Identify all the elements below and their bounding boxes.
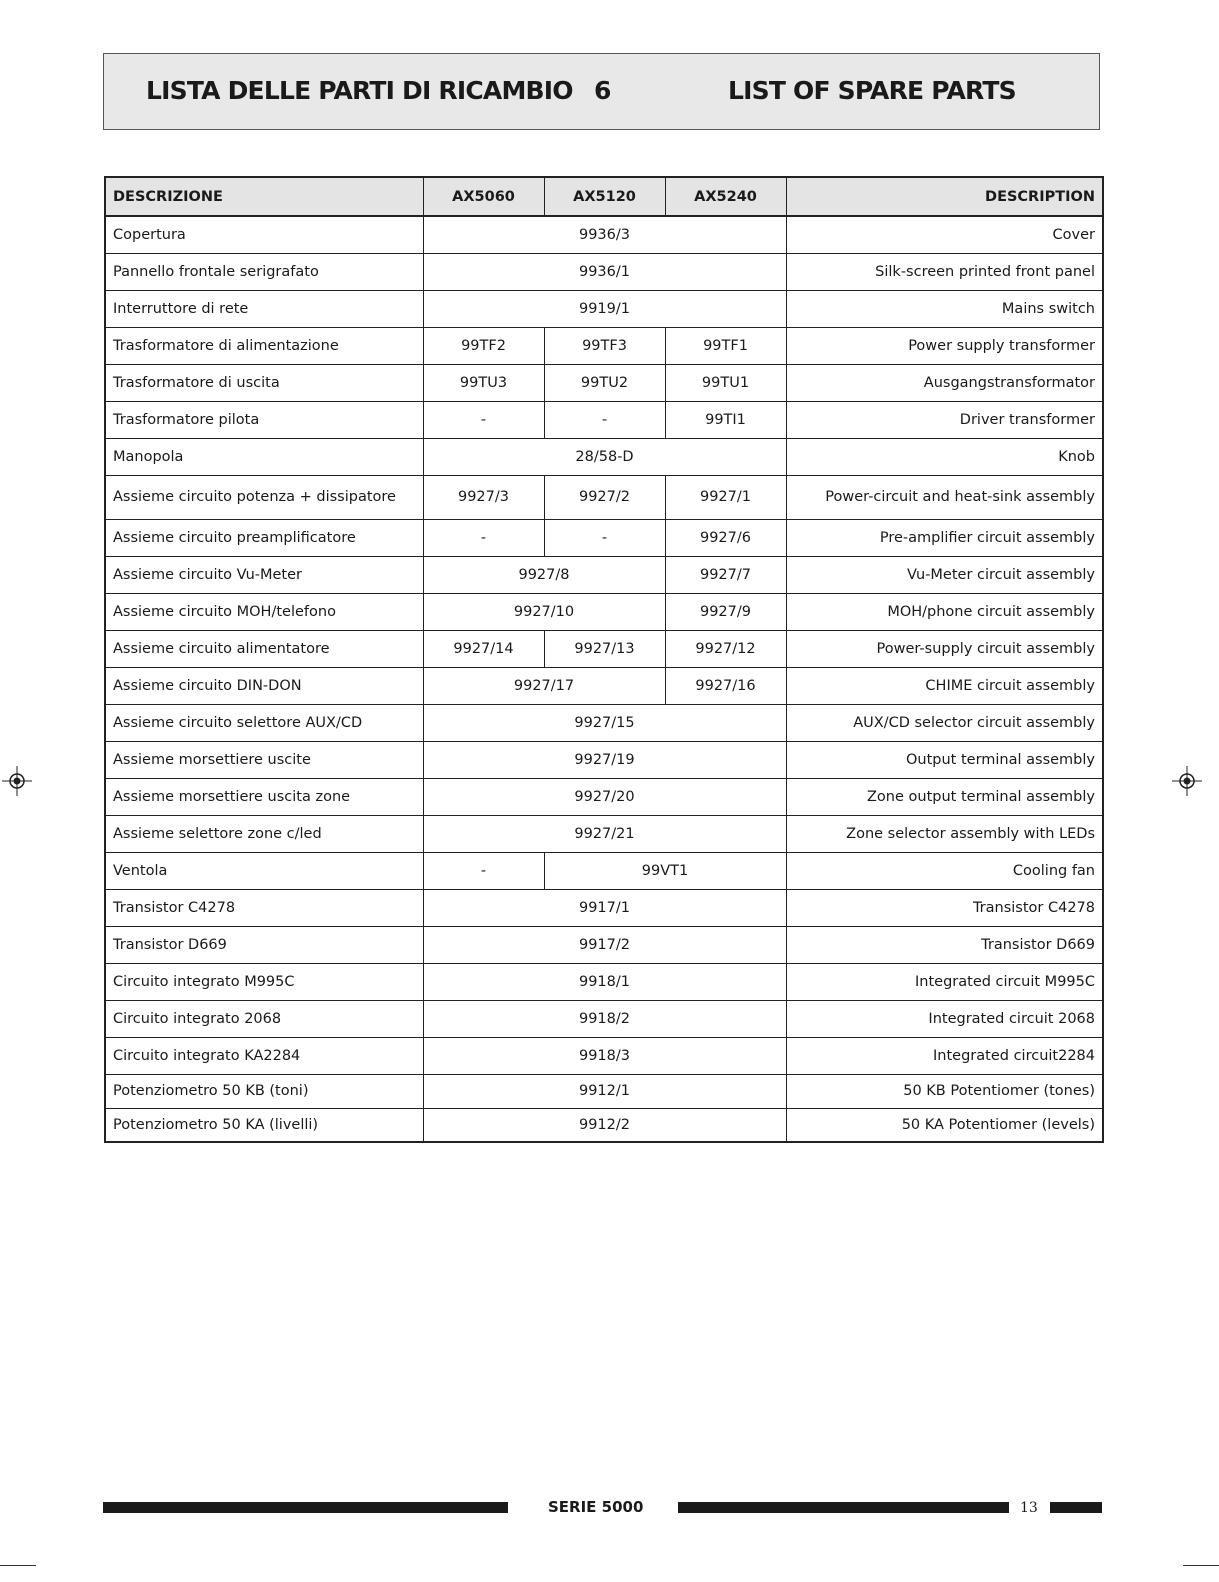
cell-descrizione: Assieme circuito Vu-Meter bbox=[105, 556, 423, 593]
table-row bbox=[105, 593, 1103, 630]
cell-code-all-models: 9918/1 bbox=[423, 963, 786, 1000]
table-row bbox=[105, 290, 1103, 327]
cell-description: Cooling fan bbox=[786, 852, 1103, 889]
cell-code-ax5120: - bbox=[544, 401, 665, 438]
cell-description: Ausgangstransformator bbox=[786, 364, 1103, 401]
cell-descrizione: Ventola bbox=[105, 852, 423, 889]
table-row bbox=[105, 519, 1103, 556]
registration-mark-icon bbox=[1172, 766, 1202, 796]
table-row bbox=[105, 327, 1103, 364]
footer-series-title: SERIE 5000 bbox=[548, 1498, 644, 1516]
table-row bbox=[105, 556, 1103, 593]
crop-mark-left bbox=[0, 1565, 36, 1566]
cell-code-ax5060: - bbox=[423, 519, 544, 556]
cell-code-ax5060-ax5120: 9927/8 bbox=[423, 556, 665, 593]
table-header-row bbox=[105, 177, 1103, 216]
cell-descrizione: Copertura bbox=[105, 216, 423, 253]
table-row bbox=[105, 667, 1103, 704]
cell-description: Integrated circuit M995C bbox=[786, 963, 1103, 1000]
cell-descrizione: Transistor D669 bbox=[105, 926, 423, 963]
table-row bbox=[105, 253, 1103, 290]
cell-code-ax5240: 9927/6 bbox=[665, 519, 786, 556]
cell-description: Power supply transformer bbox=[786, 327, 1103, 364]
cell-descrizione: Assieme morsettiere uscita zone bbox=[105, 778, 423, 815]
column-header-description: DESCRIPTION bbox=[786, 177, 1103, 216]
footer-rule-right bbox=[1050, 1502, 1102, 1513]
table-row bbox=[105, 1108, 1103, 1142]
table-row bbox=[105, 438, 1103, 475]
table-row bbox=[105, 1074, 1103, 1108]
registration-mark-icon bbox=[2, 766, 32, 796]
cell-description: Zone selector assembly with LEDs bbox=[786, 815, 1103, 852]
page-header bbox=[103, 53, 1100, 130]
cell-descrizione: Pannello frontale serigrafato bbox=[105, 253, 423, 290]
table-row bbox=[105, 1037, 1103, 1074]
cell-description: Output terminal assembly bbox=[786, 741, 1103, 778]
cell-code-ax5240: 9927/12 bbox=[665, 630, 786, 667]
cell-descrizione: Trasformatore di uscita bbox=[105, 364, 423, 401]
cell-description: Integrated circuit 2068 bbox=[786, 1000, 1103, 1037]
cell-description: Power-circuit and heat-sink assembly bbox=[786, 475, 1103, 519]
cell-description: AUX/CD selector circuit assembly bbox=[786, 704, 1103, 741]
spare-parts-table bbox=[104, 176, 1104, 1143]
table-row bbox=[105, 1000, 1103, 1037]
cell-descrizione: Manopola bbox=[105, 438, 423, 475]
table-row bbox=[105, 741, 1103, 778]
cell-description: MOH/phone circuit assembly bbox=[786, 593, 1103, 630]
cell-code-ax5240: 9927/1 bbox=[665, 475, 786, 519]
cell-code-all-models: 9936/1 bbox=[423, 253, 786, 290]
column-header-ax5120: AX5120 bbox=[544, 177, 665, 216]
cell-descrizione: Assieme selettore zone c/led bbox=[105, 815, 423, 852]
cell-descrizione: Trasformatore pilota bbox=[105, 401, 423, 438]
cell-code-all-models: 9918/2 bbox=[423, 1000, 786, 1037]
cell-code-ax5060-ax5120: 9927/17 bbox=[423, 667, 665, 704]
cell-code-ax5120: - bbox=[544, 519, 665, 556]
table-row bbox=[105, 216, 1103, 253]
cell-code-ax5060: 9927/14 bbox=[423, 630, 544, 667]
cell-description: 50 KB Potentiomer (tones) bbox=[786, 1074, 1103, 1108]
cell-descrizione: Trasformatore di alimentazione bbox=[105, 327, 423, 364]
table-row bbox=[105, 630, 1103, 667]
section-number: 6 bbox=[594, 76, 611, 105]
cell-code-ax5240: 9927/7 bbox=[665, 556, 786, 593]
table-row bbox=[105, 889, 1103, 926]
cell-code-ax5240: 99TU1 bbox=[665, 364, 786, 401]
cell-description: Mains switch bbox=[786, 290, 1103, 327]
table-row bbox=[105, 852, 1103, 889]
table-row bbox=[105, 963, 1103, 1000]
cell-code-ax5060-ax5120: 9927/10 bbox=[423, 593, 665, 630]
table-row bbox=[105, 815, 1103, 852]
cell-code-ax5060: 9927/3 bbox=[423, 475, 544, 519]
cell-code-ax5120: 99TU2 bbox=[544, 364, 665, 401]
cell-description: Pre-amplifier circuit assembly bbox=[786, 519, 1103, 556]
table-row bbox=[105, 364, 1103, 401]
cell-description: 50 KA Potentiomer (levels) bbox=[786, 1108, 1103, 1142]
cell-code-ax5060: - bbox=[423, 401, 544, 438]
crop-mark-right bbox=[1183, 1565, 1219, 1566]
cell-descrizione: Assieme morsettiere uscite bbox=[105, 741, 423, 778]
cell-code-ax5240: 9927/16 bbox=[665, 667, 786, 704]
cell-description: CHIME circuit assembly bbox=[786, 667, 1103, 704]
column-header-ax5060: AX5060 bbox=[423, 177, 544, 216]
cell-descrizione: Circuito integrato KA2284 bbox=[105, 1037, 423, 1074]
cell-code-all-models: 9927/21 bbox=[423, 815, 786, 852]
cell-descrizione: Transistor C4278 bbox=[105, 889, 423, 926]
table-row bbox=[105, 475, 1103, 519]
cell-description: Integrated circuit2284 bbox=[786, 1037, 1103, 1074]
cell-code-all-models: 9927/19 bbox=[423, 741, 786, 778]
page-number: 13 bbox=[1020, 1500, 1038, 1516]
cell-code-ax5060: - bbox=[423, 852, 544, 889]
cell-code-ax5060: 99TF2 bbox=[423, 327, 544, 364]
cell-description: Transistor C4278 bbox=[786, 889, 1103, 926]
cell-descrizione: Potenziometro 50 KA (livelli) bbox=[105, 1108, 423, 1142]
cell-code-all-models: 9912/1 bbox=[423, 1074, 786, 1108]
cell-code-ax5120-ax5240: 99VT1 bbox=[544, 852, 786, 889]
cell-description: Silk-screen printed front panel bbox=[786, 253, 1103, 290]
cell-description: Vu-Meter circuit assembly bbox=[786, 556, 1103, 593]
cell-code-ax5120: 9927/2 bbox=[544, 475, 665, 519]
cell-code-ax5240: 9927/9 bbox=[665, 593, 786, 630]
footer-rule-middle bbox=[678, 1502, 1009, 1513]
cell-descrizione: Assieme circuito potenza + dissipatore bbox=[105, 475, 423, 519]
cell-description: Knob bbox=[786, 438, 1103, 475]
column-header-ax5240: AX5240 bbox=[665, 177, 786, 216]
cell-description: Transistor D669 bbox=[786, 926, 1103, 963]
column-header-descrizione: DESCRIZIONE bbox=[105, 177, 423, 216]
cell-descrizione: Circuito integrato 2068 bbox=[105, 1000, 423, 1037]
cell-code-all-models: 9919/1 bbox=[423, 290, 786, 327]
cell-code-ax5120: 9927/13 bbox=[544, 630, 665, 667]
cell-descrizione: Circuito integrato M995C bbox=[105, 963, 423, 1000]
table-row bbox=[105, 778, 1103, 815]
cell-descrizione: Assieme circuito selettore AUX/CD bbox=[105, 704, 423, 741]
cell-code-all-models: 9917/2 bbox=[423, 926, 786, 963]
cell-descrizione: Interruttore di rete bbox=[105, 290, 423, 327]
cell-code-all-models: 9927/15 bbox=[423, 704, 786, 741]
cell-description: Cover bbox=[786, 216, 1103, 253]
table-row bbox=[105, 926, 1103, 963]
cell-code-all-models: 9927/20 bbox=[423, 778, 786, 815]
table-row bbox=[105, 704, 1103, 741]
cell-descrizione: Assieme circuito alimentatore bbox=[105, 630, 423, 667]
cell-code-ax5120: 99TF3 bbox=[544, 327, 665, 364]
cell-code-ax5240: 99TF1 bbox=[665, 327, 786, 364]
header-title-italian: LISTA DELLE PARTI DI RICAMBIO bbox=[146, 76, 573, 105]
cell-description: Power-supply circuit assembly bbox=[786, 630, 1103, 667]
table-row bbox=[105, 401, 1103, 438]
cell-code-ax5240: 99TI1 bbox=[665, 401, 786, 438]
cell-description: Zone output terminal assembly bbox=[786, 778, 1103, 815]
header-title-english: LIST OF SPARE PARTS bbox=[728, 76, 1016, 105]
cell-code-all-models: 9936/3 bbox=[423, 216, 786, 253]
cell-descrizione: Assieme circuito MOH/telefono bbox=[105, 593, 423, 630]
cell-descrizione: Assieme circuito preamplificatore bbox=[105, 519, 423, 556]
cell-code-all-models: 9917/1 bbox=[423, 889, 786, 926]
cell-code-all-models: 9912/2 bbox=[423, 1108, 786, 1142]
cell-code-all-models: 9918/3 bbox=[423, 1037, 786, 1074]
cell-descrizione: Potenziometro 50 KB (toni) bbox=[105, 1074, 423, 1108]
cell-description: Driver transformer bbox=[786, 401, 1103, 438]
footer-rule-left bbox=[103, 1502, 508, 1513]
cell-code-all-models: 28/58-D bbox=[423, 438, 786, 475]
cell-code-ax5060: 99TU3 bbox=[423, 364, 544, 401]
cell-descrizione: Assieme circuito DIN-DON bbox=[105, 667, 423, 704]
